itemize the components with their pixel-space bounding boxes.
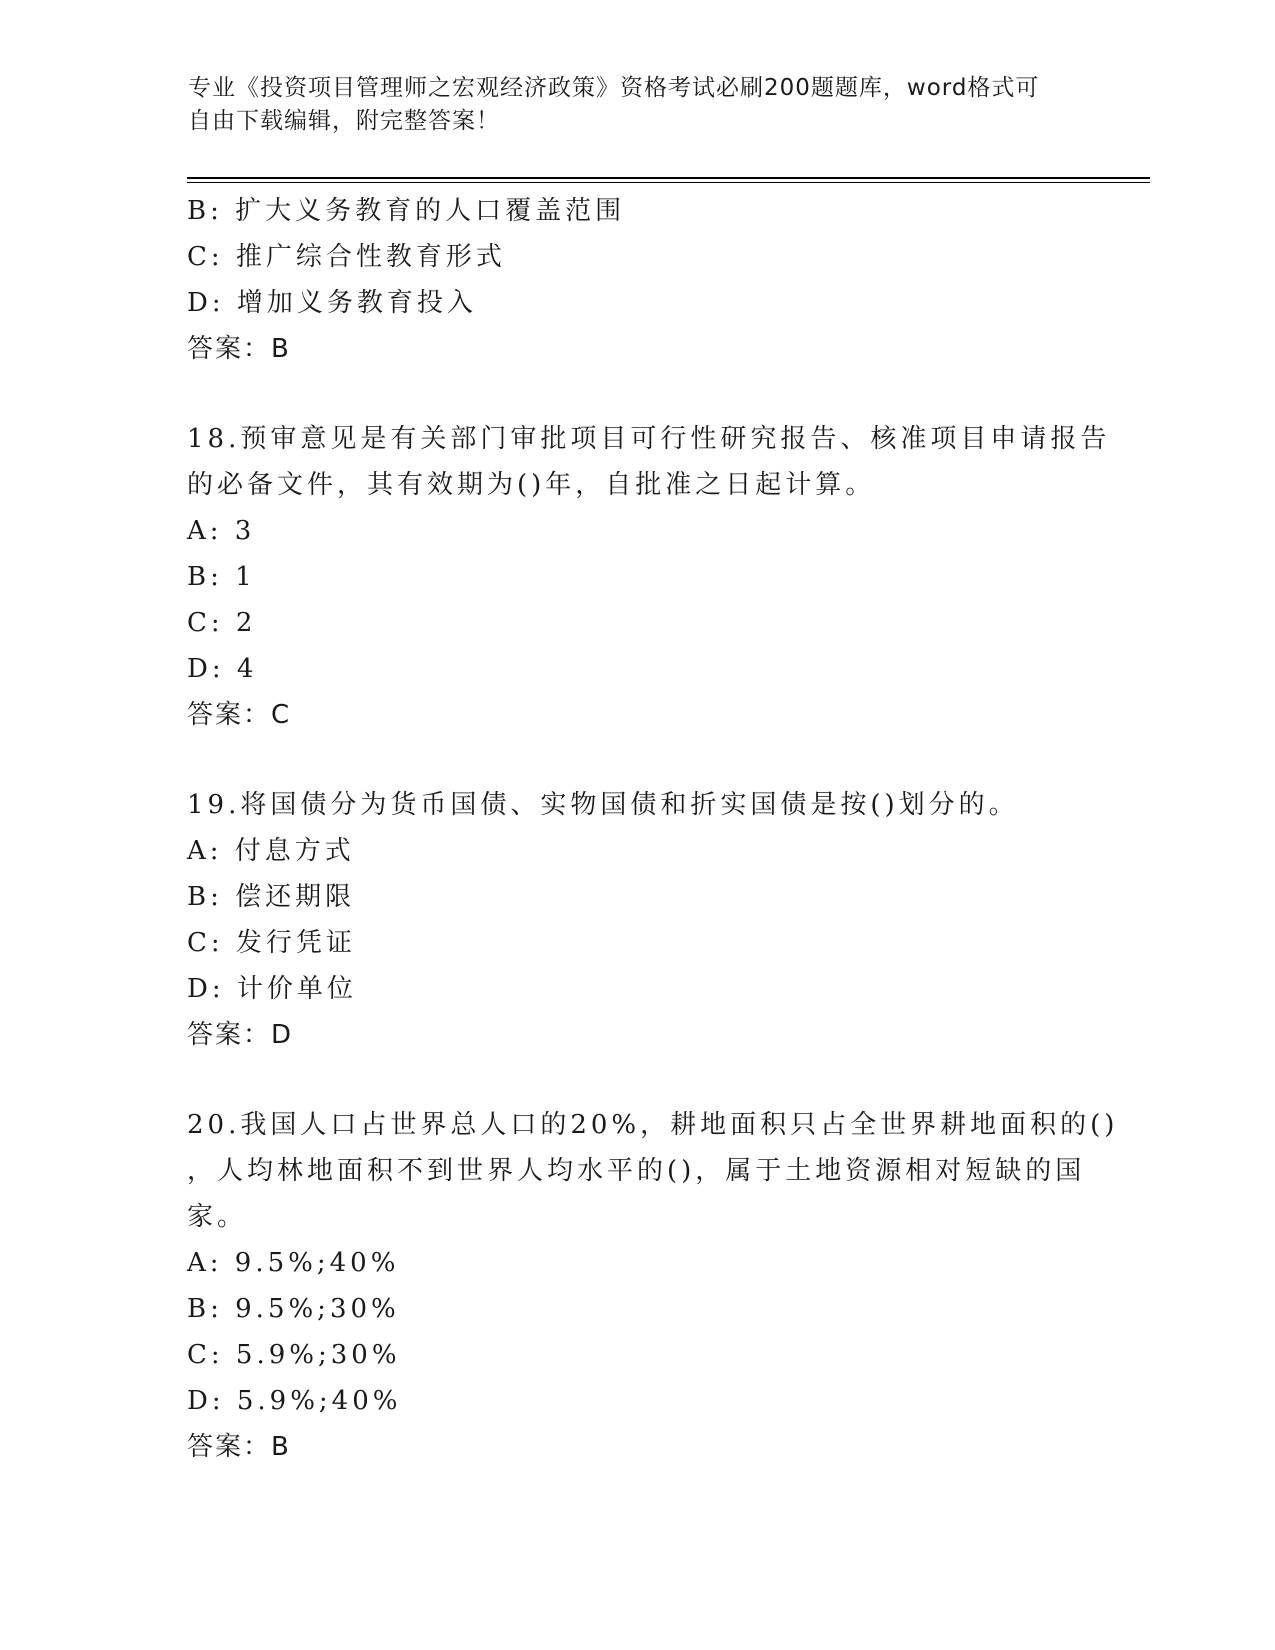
option-d: D: 4 (187, 654, 258, 684)
header-divider-thick (187, 177, 1150, 179)
answer-line: 答案：D (187, 1020, 294, 1050)
answer-line: 答案：B (187, 334, 291, 364)
header-line-1: 专业《投资项目管理师之宏观经济政策》资格考试必刷200题题库，word格式可 (188, 75, 1040, 101)
option-c: C: 推广综合性教育形式 (187, 242, 506, 272)
question-18 (187, 416, 1111, 738)
question-stem-line: 家。 (187, 1202, 248, 1232)
option-b: B: 1 (187, 562, 256, 592)
option-c: C: 5.9%;30% (187, 1340, 401, 1370)
question-stem-line: ，人均林地面积不到世界人均水平的()，属于土地资源相对短缺的国 (187, 1156, 1086, 1186)
option-d: D: 计价单位 (187, 974, 357, 1004)
option-d: D: 5.9%;40% (187, 1386, 402, 1416)
prev-question-block (187, 188, 1087, 372)
option-a: A: 付息方式 (187, 836, 355, 866)
answer-line: 答案：B (187, 1432, 291, 1462)
option-b: B: 扩大义务教育的人口覆盖范围 (187, 196, 626, 226)
header-divider-thin (187, 182, 1150, 183)
answer-line: 答案：C (187, 700, 292, 730)
option-b: B: 偿还期限 (187, 882, 356, 912)
question-19 (187, 782, 1087, 1058)
question-stem-line: 20.我国人口占世界总人口的20%，耕地面积只占全世界耕地面积的() (187, 1110, 1119, 1140)
question-stem-line: 的必备文件，其有效期为()年，自批准之日起计算。 (187, 470, 876, 500)
document-header (188, 72, 1068, 138)
option-c: C: 发行凭证 (187, 928, 356, 958)
question-20 (187, 1102, 1119, 1470)
option-c: C: 2 (187, 608, 257, 638)
question-stem-line: 18.预审意见是有关部门审批项目可行性研究报告、核准项目申请报告 (187, 424, 1111, 454)
header-line-2: 自由下载编辑，附完整答案！ (188, 108, 500, 134)
option-b: B: 9.5%;30% (187, 1294, 400, 1324)
option-a: A: 9.5%;40% (187, 1248, 400, 1278)
option-d: D: 增加义务教育投入 (187, 288, 477, 318)
question-stem-line: 19.将国债分为货币国债、实物国债和折实国债是按()划分的。 (187, 790, 1019, 820)
question-list (187, 188, 1119, 1470)
option-a: A: 3 (187, 516, 256, 546)
